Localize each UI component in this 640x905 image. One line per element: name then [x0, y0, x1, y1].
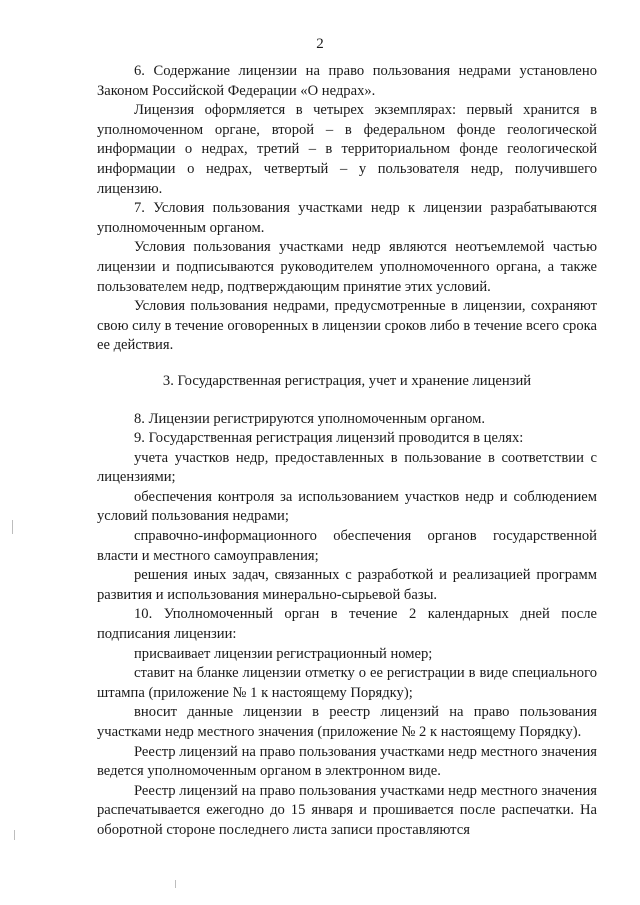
- paragraph-10: 10. Уполномоченный орган в течение 2 календарных дней после подписания лицензии:: [97, 606, 597, 643]
- paragraph-9: 9. Государственная регистрация лицензий проводится в целях:: [134, 430, 524, 447]
- list-item-other-tasks: решения иных задач, связанных с разработкой и реализацией программ развития и использования минерально-сырьевой базы.: [97, 567, 597, 603]
- document-body: [97, 62, 597, 841]
- section-heading: 3. Государственная регистрация, учет и хранение лицензий: [162, 372, 532, 389]
- list-item-stamp: ставит на бланке лицензии отметку о ее регистрации в виде специального штампа (приложение № 1 к настоящему Порядку);: [97, 665, 597, 701]
- page-number: 2: [316, 36, 324, 52]
- scan-artifact: [14, 830, 15, 840]
- paragraph-registry-electronic: Реестр лицензий на право пользования участками недр местного значения ведется уполномоченным органом в электронном виде.: [97, 743, 597, 780]
- list-item-assign-number: присваивает лицензии регистрационный номер;: [134, 645, 433, 662]
- paragraph-conditions-validity: Условия пользования недрами, предусмотренные в лицензии, сохраняют свою силу в течение оговоренных в лицензии сроков либо в течение всего срока ее действия.: [97, 298, 597, 354]
- list-item-reference-info: справочно-информационного обеспечения органов государственной власти и местного самоуправления;: [97, 528, 597, 564]
- paragraph-7: 7. Условия пользования участками недр к лицензии разрабатываются уполномоченным органом.: [97, 200, 597, 236]
- paragraph-registry-printing: Реестр лицензий на право пользования участками недр местного значения распечатывается ежегодно до 15 января и прошивается после распечатки. На оборотной стороне последнего листа записи проставляются: [97, 782, 597, 838]
- paragraph-6: 6. Содержание лицензии на право пользования недрами установлено Законом Российской Федерации «О недрах».: [97, 63, 597, 99]
- scan-artifact: [175, 880, 176, 888]
- paragraph-conditions-integral: Условия пользования участками недр являются неотъемлемой частью лицензии и подписываются руководителем уполномоченного органа, а также пользователем недр, подтверждающим принятие этих условий.: [97, 239, 597, 295]
- list-item-accounting: учета участков недр, предоставленных в пользование в соответствии с лицензиями;: [97, 449, 597, 486]
- scan-artifact: [12, 520, 13, 534]
- list-item-control: обеспечения контроля за использованием участков недр и соблюдением условий пользования недрами;: [97, 488, 597, 525]
- paragraph-8: 8. Лицензии регистрируются уполномоченным органом.: [134, 410, 486, 427]
- paragraph-license-copies: Лицензия оформляется в четырех экземплярах: первый хранится в уполномоченном органе, второй – в федеральном фонде геологической информации о недрах, третий – в территориальном фонде геологической информации о недрах, четвертый – у пользователя недр, получившего лицензию.: [97, 102, 597, 197]
- list-item-registry-entry: вносит данные лицензии в реестр лицензий на право пользования участками недр местного значения (приложение № 2 к настоящему Порядку).: [97, 704, 597, 740]
